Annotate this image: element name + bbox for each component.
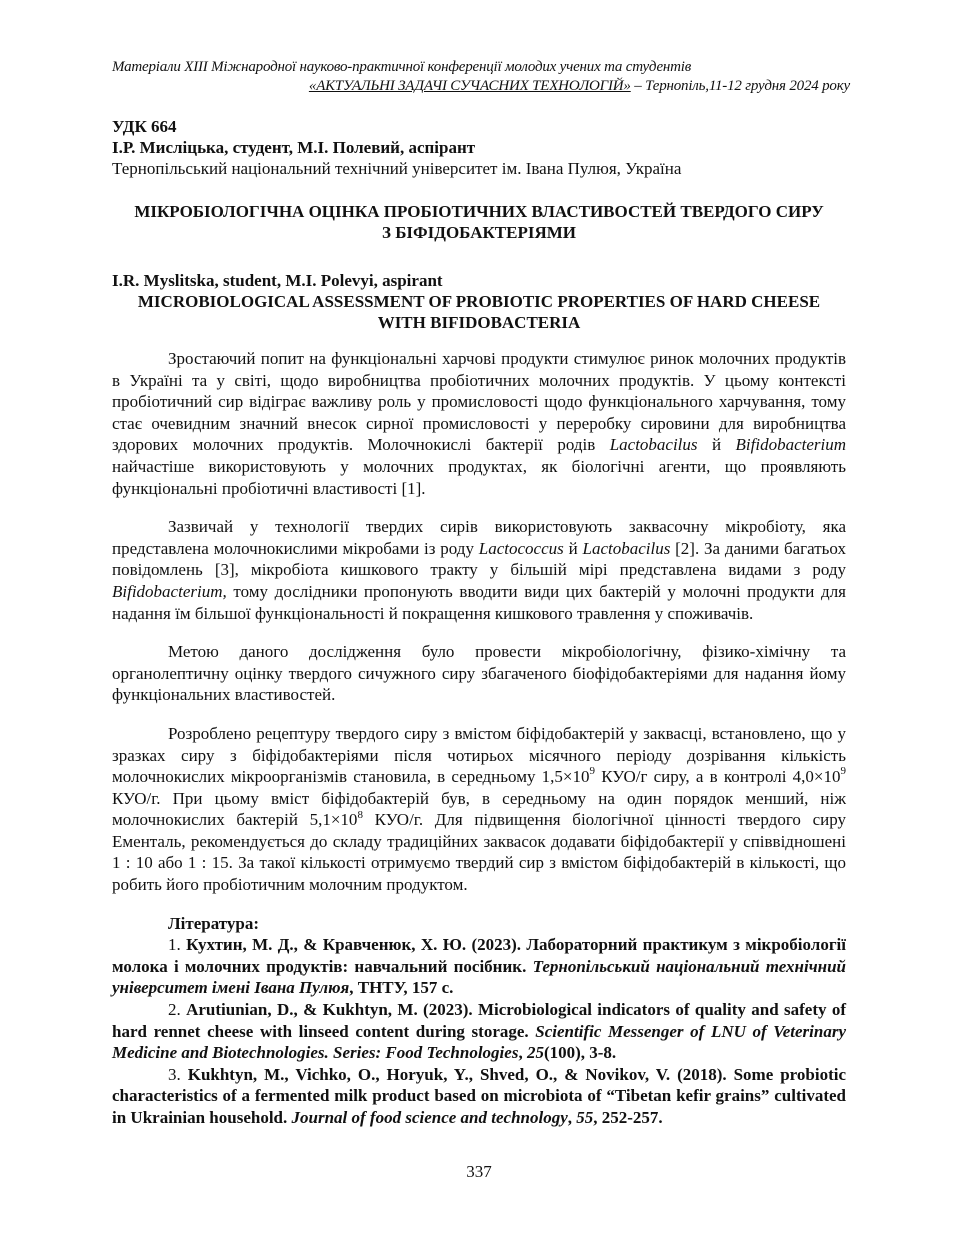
- paragraph-4-text-c: КУО/г. При цьому вміст біфідобактерій був, в середньому на один порядок менший, ніж молочнокислих бактерій 5,1×10: [112, 788, 846, 830]
- reference-item: [112, 1064, 846, 1129]
- paragraph-4-text-d: КУО/г. Для підвищення біологічної цінності твердого сиру Ементаль, рекомендується до складу традиційних заквасок додавати біфідобактерії у співвідношені 1 : 10 або 1 : 15. За такої кількості отримуємо твердий сир з вмістом біфідобактерій в кількості, що робить його пробіотичним молочним продуктом.: [112, 810, 846, 895]
- udk-code: УДК 664: [112, 117, 177, 136]
- reference-source: Journal of food science and technology: [291, 1108, 568, 1127]
- reference-number: 2.: [168, 1000, 187, 1020]
- running-header-line-1: Матеріали XIII Міжнародної науково-практичної конференції молодих учених та студентів: [112, 59, 692, 75]
- paragraph-1-text-c: найчастіше використовують у молочних продуктах, як біологічні агенти, що проявляють функціональні пробіотичні властивості [1].: [112, 456, 846, 498]
- paragraph-4: [112, 723, 846, 896]
- reference-number: 3.: [168, 1064, 188, 1084]
- exponent: 9: [589, 765, 596, 778]
- paragraph-4-text-b: КУО/г сиру, а в контролі 4,0×10: [595, 767, 841, 787]
- paragraph-1-text-b: й: [697, 435, 736, 455]
- references-heading: Література:: [168, 913, 260, 933]
- paragraph-4-text-a: Розроблено рецептуру твердого сиру з вмістом біфідобактерій у заквасці, встановлено, що у зразках сиру з біфідобактеріями після чотирьох місячного періоду дозрівання кількість молочнокислих мікроорганізмів становила, в середньому 1,5×10: [112, 723, 846, 787]
- genus-name: Lactobacilus: [582, 538, 671, 558]
- reference-text: Arutiunian, D., & Kukhtyn, M. (2023). Microbiological indicators of quality and safety of hard rennet cheese with linseed content during storage.: [112, 1000, 847, 1041]
- reference-tail: , 252-257.: [593, 1108, 663, 1127]
- reference-number: 1.: [168, 935, 187, 955]
- title-ukrainian: МІКРОБІОЛОГІЧНА ОЦІНКА ПРОБІОТИЧНИХ ВЛАСТИВОСТЕЙ ТВЕРДОГО СИРУ З БІФІДОБАКТЕРІЯМИ: [134, 202, 824, 242]
- article-body: [112, 116, 846, 1129]
- reference-tail: , ТНТУ, 157 с.: [349, 978, 454, 998]
- paragraph-2: [112, 516, 846, 624]
- title-english: MICROBIOLOGICAL ASSESSMENT OF PROBIOTIC PROPERTIES OF HARD CHEESE WITH BIFIDOBACTERIA: [137, 292, 821, 332]
- reference-tail: (100), 3-8.: [543, 1043, 617, 1063]
- authors-ukrainian: І.Р. Мисліцька, студент, М.І. Полевий, аспірант: [112, 138, 476, 157]
- paragraph-1: [112, 348, 846, 499]
- exponent: 8: [357, 808, 363, 821]
- genus-name: Lactobacilus: [609, 435, 698, 455]
- affiliation: Тернопільський національний технічний університет ім. Івана Пулюя, Україна: [112, 159, 682, 178]
- genus-name: Bifidobacterium,: [112, 581, 227, 601]
- conference-name: «АКТУАЛЬНІ ЗАДАЧІ СУЧАСНИХ ТЕХНОЛОГІЙ»: [308, 78, 631, 94]
- reference-text: Кухтин, М. Д., & Кравченюк, Х. Ю. (2023). Лабораторний практикум з мікробіології молока і молочних продуктів: навчальний посібник.: [112, 935, 847, 976]
- reference-separator: ,: [567, 1108, 577, 1127]
- reference-source: Scientific Messenger of LNU of Veterinary Medicine and Biotechnologies. Series: Food Technologies: [112, 1021, 846, 1063]
- paragraph-2-text-b: й: [563, 538, 583, 558]
- reference-volume: 25: [526, 1043, 544, 1063]
- running-header-line-2: [112, 77, 850, 96]
- paragraph-3: Метою даного дослідження було провести мікробіологічну, фізико-хімічну та органолептичну оцінку твердого сичужного сиру збагаченого біофідобактеріями для надання йому функціональних властивостей.: [112, 642, 846, 705]
- genus-name: Lactococcus: [478, 538, 564, 558]
- reference-item: [112, 934, 846, 999]
- genus-name: Bifidobacterium: [735, 435, 846, 455]
- reference-source: Тернопільський національний технічний університет імені Івана Пулюя: [112, 956, 846, 998]
- paragraph-2-text-a: Зазвичай у технології твердих сирів використовують заквасочну мікробіоту, яка представлена молочнокислими мікробами із роду: [112, 517, 846, 558]
- paragraph-2-text-d: тому дослідники пропонують вводити види цих бактерій у молочні продукти для надання їм більшої функціональності й покращення кишкового травлення у споживачів.: [112, 581, 846, 623]
- reference-separator: ,: [518, 1043, 527, 1063]
- reference-item: [112, 999, 846, 1064]
- conference-place-date: – Тернопіль,11-12 грудня 2024 року: [630, 78, 850, 94]
- reference-text: Kukhtyn, M., Vichko, O., Horyuk, Y., Shved, O., & Novikov, V. (2018). Some probiotic characteristics of a fermented milk product based on microbiota of “Tibetan kefir grains” cultivated in Ukrainian household.: [112, 1064, 847, 1127]
- running-header: [112, 58, 850, 96]
- paragraph-1-text-a: Зростаючий попит на функціональні харчові продукти стимулює ринок молочних продуктів в Україні та у світі, щодо виробництва пробіотичних молочних продуктів. У цьому контексті пробіотичний сир відіграє важливу роль у промисловості щодо функціонального харчування, тому стає очевидним значний внесок сирної промисловості у переробку сировини для виробництва здорових молочних продуктів. Молочнокислі бактерії родів: [112, 349, 846, 455]
- exponent: 9: [840, 765, 847, 778]
- paragraph-2-text-c: [2]. За даними багатьох повідомлень [3], мікробіота кишкового тракту у більшій мірі представлена видами з роду: [112, 538, 846, 580]
- page-number: 337: [466, 1162, 492, 1181]
- authors-english: I.R. Myslitska, student, M.I. Polevyi, aspirant: [112, 271, 443, 290]
- reference-volume: 55: [576, 1108, 594, 1127]
